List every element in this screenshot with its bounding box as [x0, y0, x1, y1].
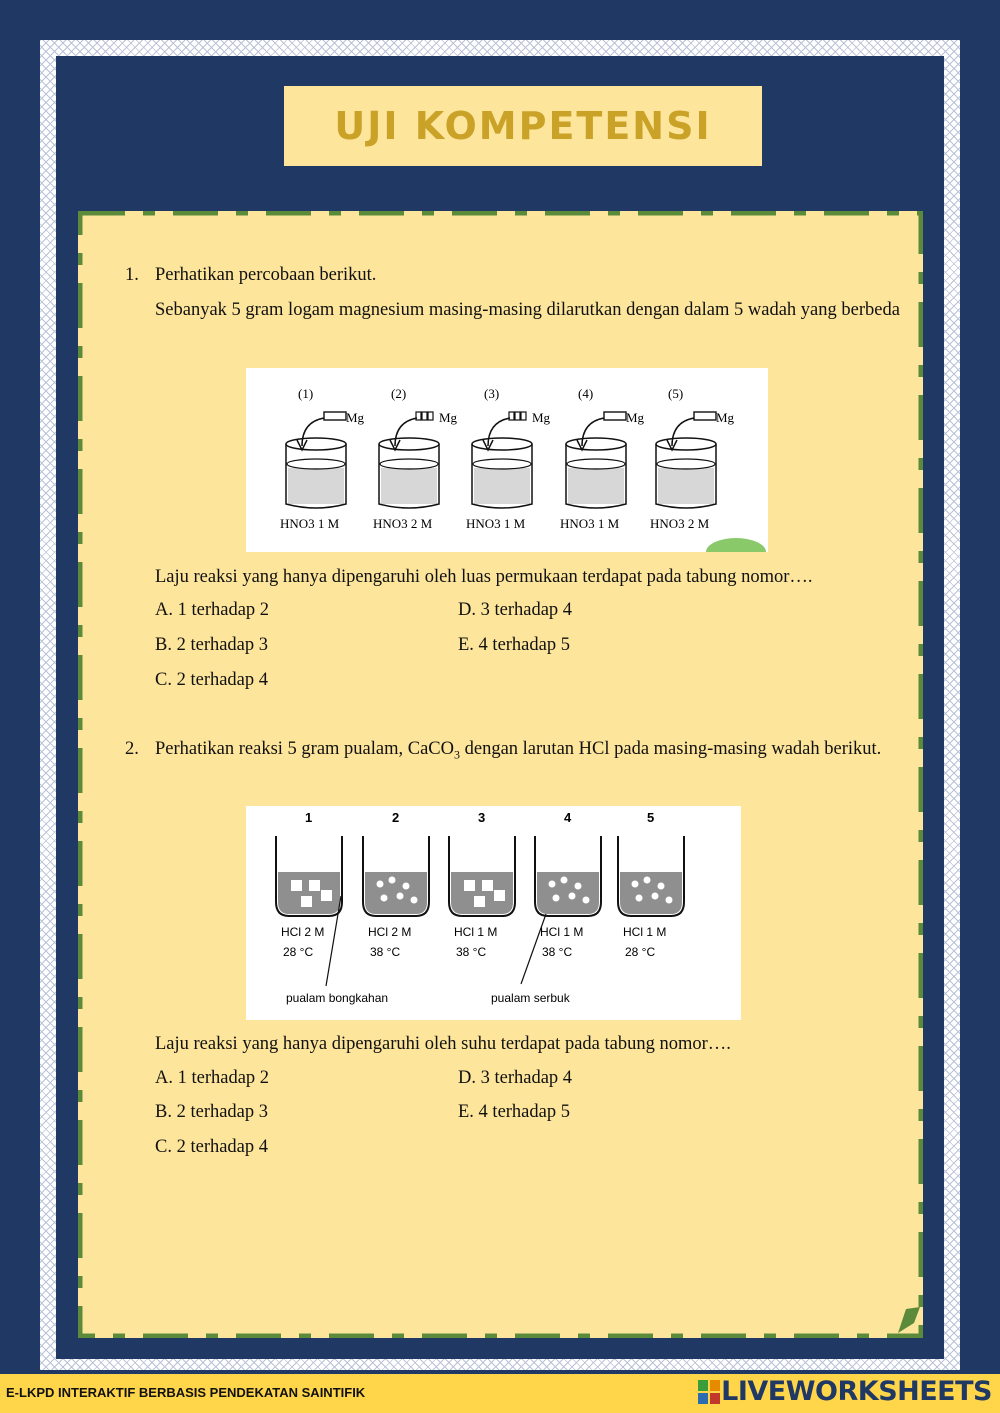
marble-chunk: [464, 880, 475, 891]
beaker-label: 5: [647, 810, 655, 825]
marble-powder: [575, 883, 582, 890]
figure-hcl-beakers: [246, 806, 741, 1020]
marble-powder: [403, 883, 410, 890]
concentration-label: HCl 2 M: [368, 925, 412, 939]
beaker-1: [276, 810, 342, 959]
solution: [288, 468, 344, 504]
beaker-label: 1: [305, 810, 313, 825]
beaker-label: (2): [391, 386, 407, 401]
temperature-label: 38 °C: [542, 945, 573, 959]
option-c[interactable]: C. 2 terhadap 4: [155, 1137, 269, 1157]
question-2-prompt: Laju reaksi yang hanya dipengaruhi oleh suhu terdapat pada tabung nomor….: [155, 1034, 731, 1054]
question-paragraph: Sebanyak 5 gram logam magnesium masing-masing dilarutkan dengan dalam 5 wadah yang berbeda: [155, 300, 900, 320]
solution: [658, 468, 714, 504]
formula-subscript: 3: [454, 747, 460, 762]
marble-chunk: [474, 896, 485, 907]
mg-granule: [422, 412, 427, 420]
beaker-4: [535, 810, 601, 959]
temperature-label: 38 °C: [456, 945, 487, 959]
mg-label: Mg: [346, 410, 365, 425]
option-c[interactable]: C. 2 terhadap 4: [155, 670, 269, 690]
marble-powder: [666, 897, 673, 904]
concentration-label: HCl 1 M: [454, 925, 498, 939]
green-blob: [706, 538, 766, 552]
marble-powder: [632, 881, 639, 888]
marble-chunk: [291, 880, 302, 891]
concentration-label: HCl 1 M: [623, 925, 667, 939]
marble-powder: [553, 895, 560, 902]
solution-label: HNO3 1 M: [560, 516, 620, 531]
footer-text: E-LKPD INTERAKTIF BERBASIS PENDEKATAN SAINTIFIK: [6, 1385, 366, 1400]
beaker-label: (3): [484, 386, 500, 401]
mg-granule: [515, 412, 520, 420]
acid-solution: [537, 872, 599, 914]
marble-chunk: [309, 880, 320, 891]
marble-powder: [377, 881, 384, 888]
option-e[interactable]: E. 4 terhadap 5: [458, 1102, 570, 1122]
beaker-3: [466, 386, 551, 531]
question-paragraph: [155, 732, 907, 773]
figure-magnesium-beakers: [246, 368, 768, 552]
beaker-label: 3: [478, 810, 486, 825]
solution-label: HNO3 1 M: [466, 516, 526, 531]
option-d[interactable]: D. 3 terhadap 4: [458, 600, 573, 620]
mg-ribbon: [604, 412, 626, 420]
temperature-label: 28 °C: [283, 945, 314, 959]
concentration-label: HCl 2 M: [281, 925, 325, 939]
title-banner: [284, 86, 762, 166]
option-a[interactable]: A. 1 terhadap 2: [155, 1068, 270, 1088]
brand-name: LIVEWORKSHEETS: [721, 1376, 992, 1407]
liveworksheets-logo[interactable]: [697, 1376, 992, 1407]
solution: [381, 468, 437, 504]
option-e[interactable]: E. 4 terhadap 5: [458, 635, 570, 655]
marble-powder: [636, 895, 643, 902]
marble-powder: [549, 881, 556, 888]
beaker-label: 4: [564, 810, 572, 825]
para-text-start: Perhatikan reaksi 5 gram pualam, CaCO: [155, 739, 454, 759]
marble-chunk: [301, 896, 312, 907]
beaker-label: 2: [392, 810, 400, 825]
marble-chunk: [321, 890, 332, 901]
live-tiles-icon: [697, 1379, 721, 1405]
mg-label: Mg: [626, 410, 645, 425]
marble-powder: [561, 877, 568, 884]
question-number: 2.: [125, 739, 139, 759]
mg-ribbon: [324, 412, 346, 420]
solution-label: HNO3 1 M: [280, 516, 340, 531]
marble-powder: [644, 877, 651, 884]
para-text-end: dengan larutan HCl pada masing-masing wadah berikut.: [460, 739, 882, 759]
beaker-2: [373, 386, 458, 531]
marble-powder: [411, 897, 418, 904]
marble-powder: [569, 893, 576, 900]
solution-label: HNO3 2 M: [650, 516, 710, 531]
option-b[interactable]: B. 2 terhadap 3: [155, 1102, 269, 1122]
beaker-1: [280, 386, 365, 531]
acid-solution: [620, 872, 682, 914]
temperature-label: 28 °C: [625, 945, 656, 959]
concentration-label: HCl 1 M: [540, 925, 584, 939]
mg-granule: [428, 412, 433, 420]
marble-chunk: [482, 880, 493, 891]
mg-granule: [521, 412, 526, 420]
beaker-5: [618, 810, 684, 959]
question-1-prompt: Laju reaksi yang hanya dipengaruhi oleh luas permukaan terdapat pada tabung nomor….: [155, 567, 813, 587]
marble-powder: [658, 883, 665, 890]
marble-powder: [389, 877, 396, 884]
temperature-label: 38 °C: [370, 945, 401, 959]
marble-powder: [381, 895, 388, 902]
legend-powder: pualam serbuk: [491, 991, 570, 1005]
beaker-4: [560, 386, 645, 531]
mg-label: Mg: [439, 410, 458, 425]
beaker-label: (4): [578, 386, 594, 401]
question-number: 1.: [125, 265, 139, 285]
solution-label: HNO3 2 M: [373, 516, 433, 531]
beaker-5: [650, 386, 735, 531]
option-b[interactable]: B. 2 terhadap 3: [155, 635, 269, 655]
beaker-label: (5): [668, 386, 684, 401]
beaker-label: (1): [298, 386, 314, 401]
beaker-2: [363, 810, 429, 959]
marble-powder: [583, 897, 590, 904]
marble-chunk: [494, 890, 505, 901]
acid-solution: [365, 872, 427, 914]
mg-label: Mg: [532, 410, 551, 425]
option-d[interactable]: D. 3 terhadap 4: [458, 1068, 573, 1088]
option-a[interactable]: A. 1 terhadap 2: [155, 600, 270, 620]
question-intro: Perhatikan percobaan berikut.: [155, 265, 377, 285]
page-title: UJI KOMPETENSI: [334, 104, 712, 148]
mg-ribbon: [694, 412, 716, 420]
mg-label: Mg: [716, 410, 735, 425]
marble-powder: [397, 893, 404, 900]
legend-chunk: pualam bongkahan: [286, 991, 389, 1005]
beaker-3: [449, 810, 515, 959]
solution: [474, 468, 530, 504]
footer-bar: [0, 1374, 1000, 1413]
solution: [568, 468, 624, 504]
marble-powder: [652, 893, 659, 900]
